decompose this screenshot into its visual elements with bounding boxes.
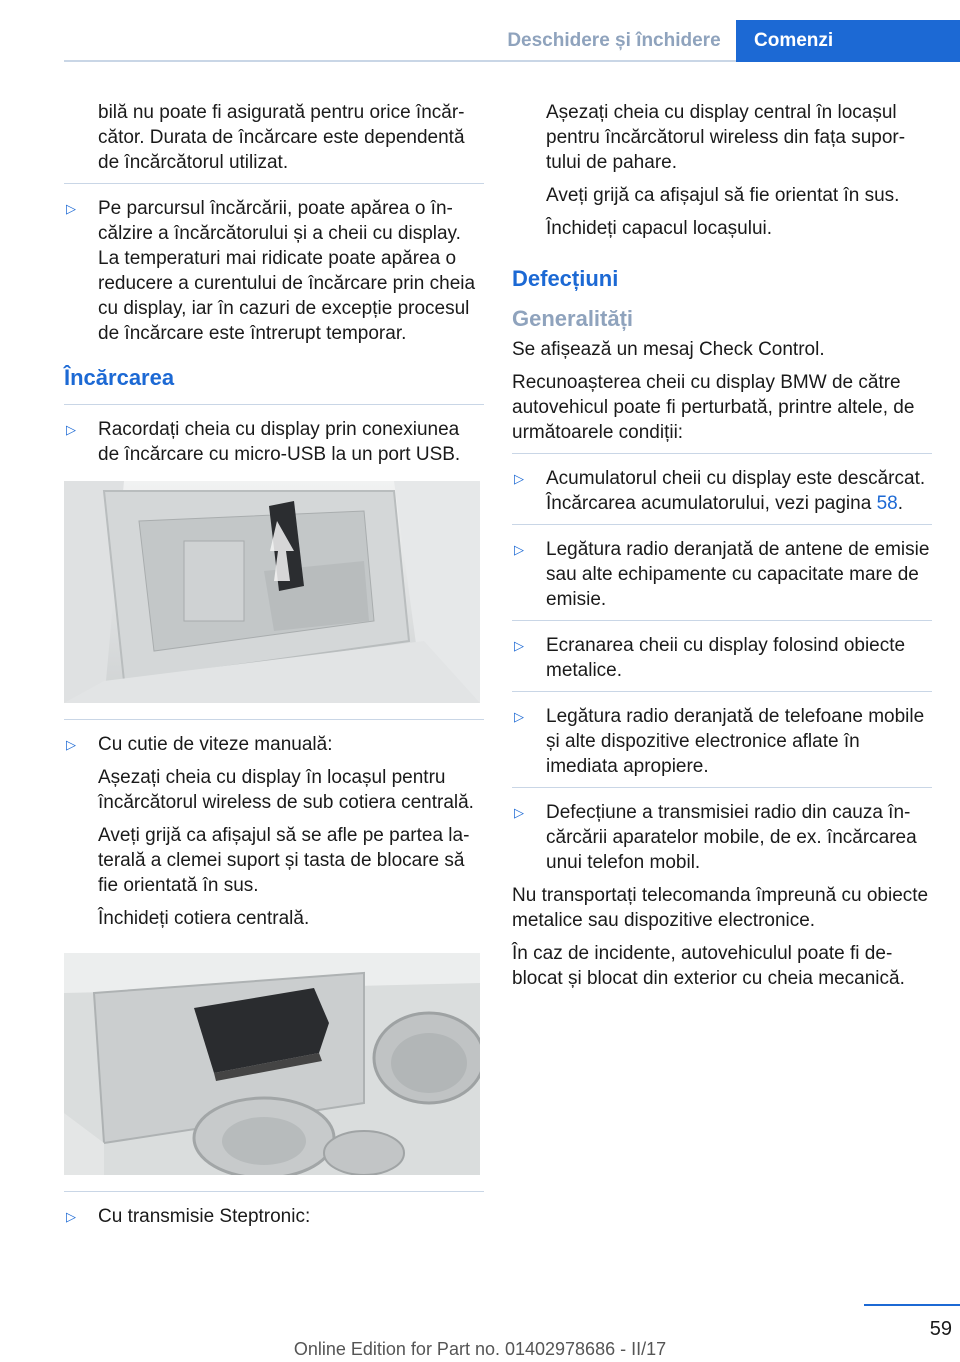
page-number: 59 <box>929 1318 952 1340</box>
bullet-triangle-icon: ▷ <box>514 709 524 724</box>
manual-step-2: Aveți grijă ca afișajul să se afle pe partea laterală a clemei suport și tasta de blocare să fie orientată în sus. <box>98 825 470 896</box>
list-item-text: Cu transmisie Steptronic: <box>98 1206 311 1227</box>
bullet-triangle-icon: ▷ <box>514 638 524 653</box>
right-column <box>512 100 932 999</box>
heading-charging: Încărcarea <box>64 365 175 390</box>
list-item <box>64 417 484 467</box>
list-item <box>512 633 932 683</box>
heading-faults: Defecțiuni <box>512 266 619 291</box>
battery-text: Acumulatorul cheii cu display este descărcat. Încărcarea acumulatorului, vezi pagina <box>546 468 926 514</box>
bullet-divider <box>64 719 484 720</box>
list-item <box>64 1204 484 1229</box>
bullet-divider <box>512 620 932 621</box>
list-item <box>512 537 932 612</box>
edition-footer: Online Edition for Part no. 01402978686 - II/17 <box>293 1339 667 1359</box>
list-item-text: Legătura radio deranjată de telefoane mobile și alte dispozitive electronice aflate în imediata apropiere. <box>546 706 925 777</box>
list-item-text: Ecranarea cheii cu display folosind obiecte metalice. <box>546 635 906 681</box>
list-item-text: Racordați cheia cu display prin conexiunea de încărcare cu micro-USB la un port USB. <box>98 419 461 465</box>
general-paragraph-1: Se afișează un mesaj Check Control. <box>512 339 825 360</box>
list-item <box>64 196 484 346</box>
bullet-triangle-icon: ▷ <box>66 1209 76 1224</box>
list-item-text: Cu cutie de viteze manuală: <box>98 734 333 755</box>
manual-step-1: Așezați cheia cu display în locașul pentru încărcătorul wireless de sub cotiera centrală. <box>98 767 474 813</box>
list-item <box>512 466 932 516</box>
list-item-text: Legătura radio deranjată de antene de emisie sau alte echipamente cu capacitate mare de emisie. <box>546 539 930 610</box>
bullet-triangle-icon: ▷ <box>66 201 76 216</box>
steptronic-step-3: Închideți capacul locașului. <box>546 218 773 239</box>
section-tab[interactable]: Deschidere și închidere <box>507 30 721 51</box>
list-item-text <box>546 466 932 516</box>
closing-paragraph-1: Nu transportați telecomanda împreună cu obiecte metalice sau dispozitive electronice. <box>512 885 929 931</box>
bullet-divider <box>512 691 932 692</box>
closing-paragraph-2: În caz de incidente, autovehiculul poate fi deblocat și blocat din exterior cu cheia mecanică. <box>512 943 905 989</box>
page-link[interactable]: 58 <box>876 493 898 514</box>
list-item-text: Defecțiune a transmisiei radio din cauza încărcării aparatelor mobile, de ex. încărcarea unui telefon mobil. <box>546 802 917 873</box>
list-item <box>512 800 932 875</box>
left-column <box>64 100 484 1237</box>
bullet-divider <box>64 404 484 405</box>
page-number-rule <box>864 1304 960 1306</box>
chapter-tab[interactable]: Comenzi <box>736 20 960 62</box>
list-item <box>512 704 932 779</box>
subheading-general: Generalități <box>512 306 634 331</box>
bullet-triangle-icon: ▷ <box>66 737 76 752</box>
bullet-triangle-icon: ▷ <box>514 542 524 557</box>
bullet-triangle-icon: ▷ <box>514 471 524 486</box>
bullet-divider <box>512 453 932 454</box>
steptronic-step-2: Aveți grijă ca afișajul să fie orientat în sus. <box>546 185 900 206</box>
bullet-triangle-icon: ▷ <box>66 422 76 437</box>
intro-continuation: bilă nu poate fi asigurată pentru orice încărcător. Durata de încărcare este dependentă de încărcătorul utilizat. <box>98 102 465 173</box>
steptronic-step-1: Așezați cheia cu display central în locașul pentru încărcătorul wireless din fața suportului de pahare. <box>546 102 906 173</box>
manual-step-3: Închideți cotiera centrală. <box>98 908 310 929</box>
bullet-divider <box>512 787 932 788</box>
list-item <box>64 732 484 757</box>
list-item-text: Pe parcursul încărcării, poate apărea o încălzire a încărcătorului și a cheii cu display. La temperaturi mai ridicate poate apărea o reducere a curentului de încărcare prin cheia cu display, iar în cazuri de excepție procesul de încărcare este întrerupt temporar. <box>98 198 476 344</box>
bullet-divider <box>64 1191 484 1192</box>
battery-text-end: . <box>897 493 903 514</box>
cupholder-charging-photo <box>64 953 480 1175</box>
general-paragraph-2: Recunoașterea cheii cu display BMW de către autovehicul poate fi perturbată, printre altele, de următoarele condiții: <box>512 372 915 443</box>
bullet-divider <box>64 183 484 184</box>
bullet-triangle-icon: ▷ <box>514 805 524 820</box>
bullet-divider <box>512 524 932 525</box>
armrest-charging-photo <box>64 481 480 703</box>
